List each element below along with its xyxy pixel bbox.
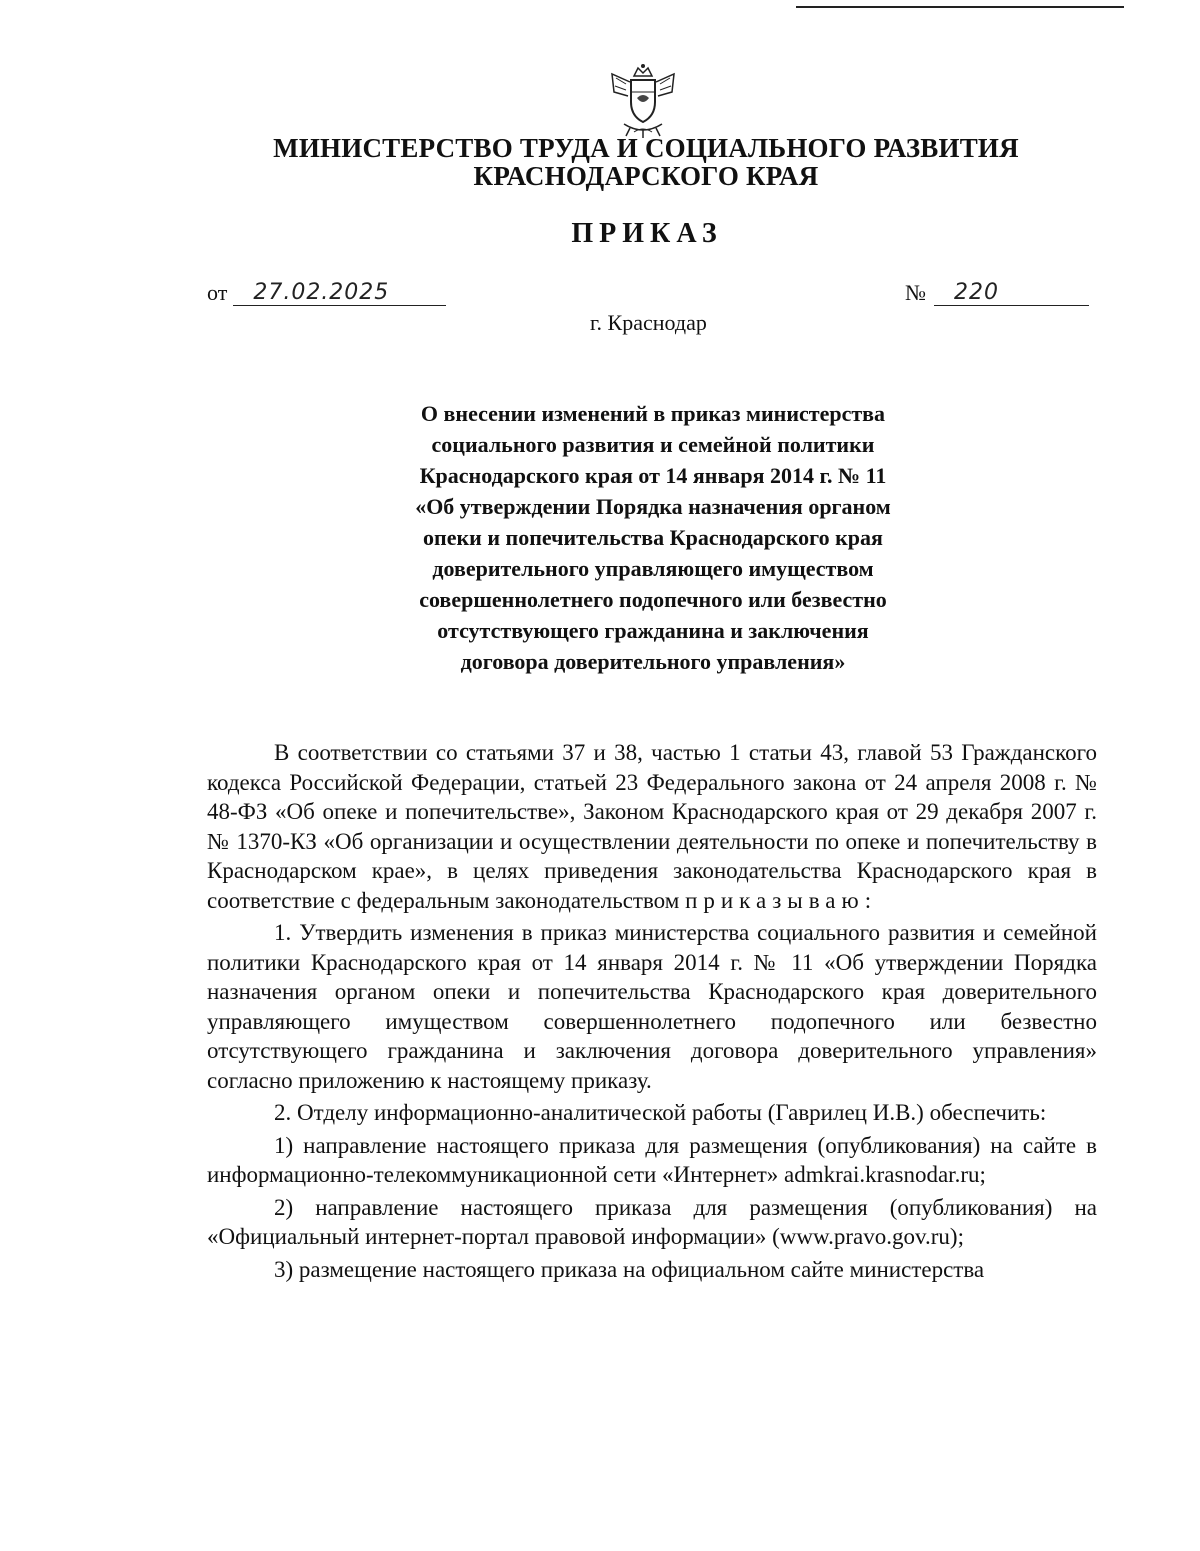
subject-line: социального развития и семейной политики — [431, 432, 875, 457]
handwritten-number: 220 — [954, 280, 999, 305]
date-field — [233, 279, 446, 306]
ministry-name — [0, 134, 1200, 190]
preamble-paragraph — [207, 738, 1097, 915]
preamble-text: В соответствии со статьями 37 и 38, частью 1 статьи 43, главой 53 Гражданского кодекса Российской Федерации, статьей 23 Федерального закона от 24 апреля 2008 г. № 48-ФЗ «Об опеке и попечительстве», Законом Краснодарского края от 29 декабря 2007 г. № 1370-КЗ «Об организации и осуществлении деятельности по опеке и попечительству в Краснодарском крае», в целях приведения законодательства Краснодарского края в соответствие с федеральным законодательством — [207, 740, 1097, 913]
paragraph-item-2: 2. Отделу информационно-аналитической работы (Гаврилец И.В.) обеспечить: — [274, 1100, 1047, 1125]
subject-line: доверительного управляющего имуществом — [432, 556, 874, 581]
ministry-name-line-1: МИНИСТЕРСТВО ТРУДА И СОЦИАЛЬНОГО РАЗВИТИЯ — [273, 133, 1019, 163]
subject-line: опеки и попечительства Краснодарского края — [423, 525, 883, 550]
number-field — [934, 279, 1089, 306]
order-date-line — [207, 279, 446, 306]
date-prefix: от — [207, 280, 228, 305]
order-subject — [340, 398, 966, 677]
subject-line: договора доверительного управления» — [460, 649, 846, 674]
order-body — [207, 738, 1097, 1287]
top-rule — [796, 6, 1124, 8]
subitem-1: 1) направление настоящего приказа для размещения (опубликования) на сайте в информационно-телекоммуникационной сети «Интернет» admkrai.krasnodar.ru; — [207, 1132, 1097, 1187]
handwritten-date: 27.02.2025 — [253, 280, 390, 305]
subject-line: О внесении изменений в приказ министерства — [420, 401, 886, 426]
krasnodar-coat-of-arms-icon — [604, 62, 682, 140]
order-title: ПРИКАЗ — [571, 218, 723, 249]
subject-line: «Об утверждении Порядка назначения органом — [415, 494, 891, 519]
number-prefix: № — [905, 280, 926, 305]
paragraph-item-1: 1. Утвердить изменения в приказ министерства социального развития и семейной политики Краснодарского края от 14 января 2014 г. № 11 «Об утверждении Порядка назначения органом опеки и попечительства Краснодарского края доверительного управляющего имуществом совершеннолетнего подопечного или безвестно отсутствующего гражданина и заключения договора доверительного управления» согласно приложению к настоящему приказу. — [207, 920, 1097, 1093]
order-word: приказываю: — [685, 887, 878, 913]
city: г. Краснодар — [590, 310, 707, 335]
subject-line: совершеннолетнего подопечного или безвестно — [419, 587, 887, 612]
order-number-line — [905, 279, 1089, 306]
subitem-3: 3) размещение настоящего приказа на официальном сайте министерства — [274, 1256, 985, 1282]
subitem-2: 2) направление настоящего приказа для размещения (опубликования) на «Официальный интернет-портал правовой информации» (www.pravo.gov.ru); — [207, 1194, 1097, 1249]
ministry-name-line-2: КРАСНОДАРСКОГО КРАЯ — [473, 161, 819, 191]
subject-line: отсутствующего гражданина и заключения — [437, 618, 869, 643]
subject-line: Краснодарского края от 14 января 2014 г. № 11 — [419, 463, 887, 488]
